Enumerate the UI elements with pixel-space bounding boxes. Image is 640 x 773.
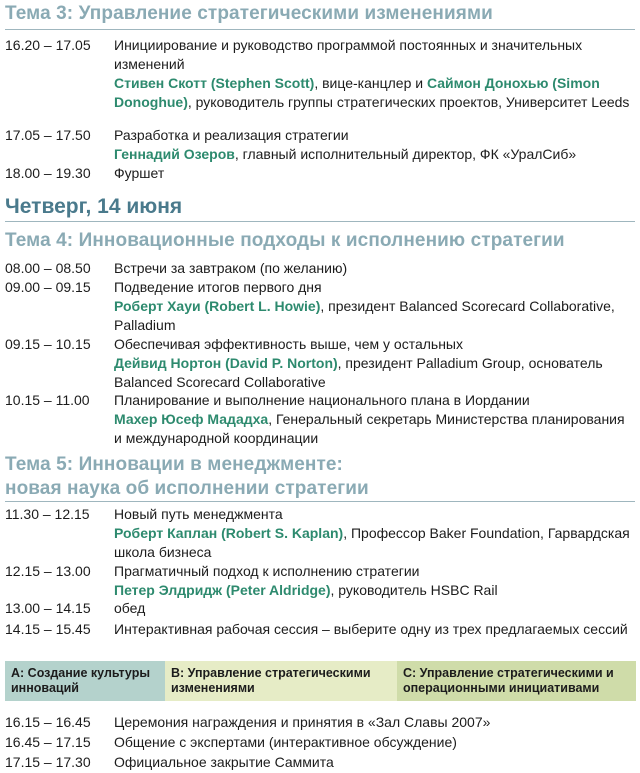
session-title: Планирование и выполнение национального плана в Иордании <box>114 392 530 408</box>
session-title: обед <box>114 600 146 616</box>
speaker-info: , вице-канцлер и <box>314 75 427 91</box>
row-body <box>114 562 635 600</box>
row-time: 12.15 – 13.00 <box>5 563 91 579</box>
session-title: Обеспечивая эффективность выше, чем у остальных <box>114 336 463 352</box>
session-title: Интерактивная рабочая сессия – выберите одну из трех предлагаемых сессий <box>114 621 628 637</box>
session-title: Разработка и реализация стратегии <box>114 127 349 143</box>
parallel-sessions <box>5 661 636 701</box>
theme5-heading-line1: Тема 5: Инновации в менеджменте: <box>5 454 343 475</box>
speaker-info: , главный исполнительный директор, ФК «УралСиб» <box>234 146 577 162</box>
theme5-heading-line2: новая наука об исполнении стратегии <box>5 478 369 499</box>
row-time: 16.15 – 16.45 <box>5 714 91 730</box>
speaker-name: Роберт Каплан (Robert S. Kaplan) <box>114 525 344 541</box>
speaker-info: , Генеральный секретарь Министерства планирования и международной координации <box>114 411 625 446</box>
session-title: Общение с экспертами (интерактивное обсуждение) <box>114 734 457 750</box>
speaker-name: Петер Элдридж (Peter Aldridge) <box>114 582 331 598</box>
row-body <box>114 126 635 164</box>
speaker-info: , президент Palladium Group, основатель Balanced Scorecard Collaborative <box>114 355 603 390</box>
theme5-divider <box>5 501 635 502</box>
session-title: Встречи за завтраком (по желанию) <box>114 260 348 276</box>
row-time: 18.00 – 19.30 <box>5 165 91 181</box>
speaker-name: Дейвид Нортон (David P. Norton) <box>114 355 338 371</box>
row-time: 17.05 – 17.50 <box>5 127 91 143</box>
speaker-info: , руководитель группы стратегических проектов, Университет Leeds <box>187 94 630 110</box>
row-time: 13.00 – 14.15 <box>5 600 91 616</box>
session-title: Новый путь менеджмента <box>114 506 283 522</box>
row-time: 10.15 – 11.00 <box>5 392 90 408</box>
row-time: 16.45 – 17.15 <box>5 734 91 750</box>
row-time: 11.30 – 12.15 <box>5 506 90 522</box>
session-title: Прагматичный подход к исполнению стратегии <box>114 563 420 579</box>
session-title: Инициирование и руководство программой постоянных и значительных изменений <box>114 37 583 72</box>
speaker-name: Роберт Хауи (Robert L. Howie) <box>114 298 321 314</box>
day-heading: Четверг, 14 июня <box>5 195 183 218</box>
session-title: Подведение итогов первого дня <box>114 279 322 295</box>
session-option-a: А: Создание культуры инноваций <box>5 661 165 701</box>
row-time: 09.00 – 09.15 <box>5 279 91 295</box>
row-time: 17.15 – 17.30 <box>5 754 91 770</box>
speaker-name: Стивен Скотт (Stephen Scott) <box>114 75 315 91</box>
speaker-info: , Профессор Baker Foundation, Гарвардская школа бизнеса <box>114 525 630 560</box>
row-time: 09.15 – 10.15 <box>5 336 91 352</box>
theme4-heading: Тема 4: Инновационные подходы к исполнению стратегии <box>5 230 565 251</box>
theme3-divider <box>5 29 635 30</box>
speaker-name: Саймон Донохью (Simon Donoghue) <box>114 75 600 110</box>
row-body <box>114 335 635 392</box>
row-body <box>114 391 635 448</box>
speaker-name: Махер Юсеф Мададха <box>114 411 269 427</box>
session-option-c: С: Управление стратегическими и операционными инициативами <box>397 661 636 701</box>
speaker-info: , руководитель HSBC Rail <box>330 582 498 598</box>
session-option-b: B: Управление стратегическими изменениями <box>165 661 397 701</box>
row-time: 14.15 – 15.45 <box>5 621 91 637</box>
row-time: 16.20 – 17.05 <box>5 37 91 53</box>
session-title: Церемония награждения и принятия в «Зал Славы 2007» <box>114 714 491 730</box>
speaker-info: , президент Balanced Scorecard Collaborative, Palladium <box>114 298 615 333</box>
row-time: 08.00 – 08.50 <box>5 260 91 276</box>
speaker-name: Геннадий Озеров <box>114 146 235 162</box>
row-body <box>114 505 635 562</box>
session-title: Фуршет <box>114 165 165 181</box>
row-body <box>114 278 635 335</box>
theme3-heading: Тема 3: Управление стратегическими изменениями <box>5 3 493 24</box>
session-title: Официальное закрытие Саммита <box>114 754 334 770</box>
row-body <box>114 36 635 112</box>
day-divider <box>5 221 635 222</box>
